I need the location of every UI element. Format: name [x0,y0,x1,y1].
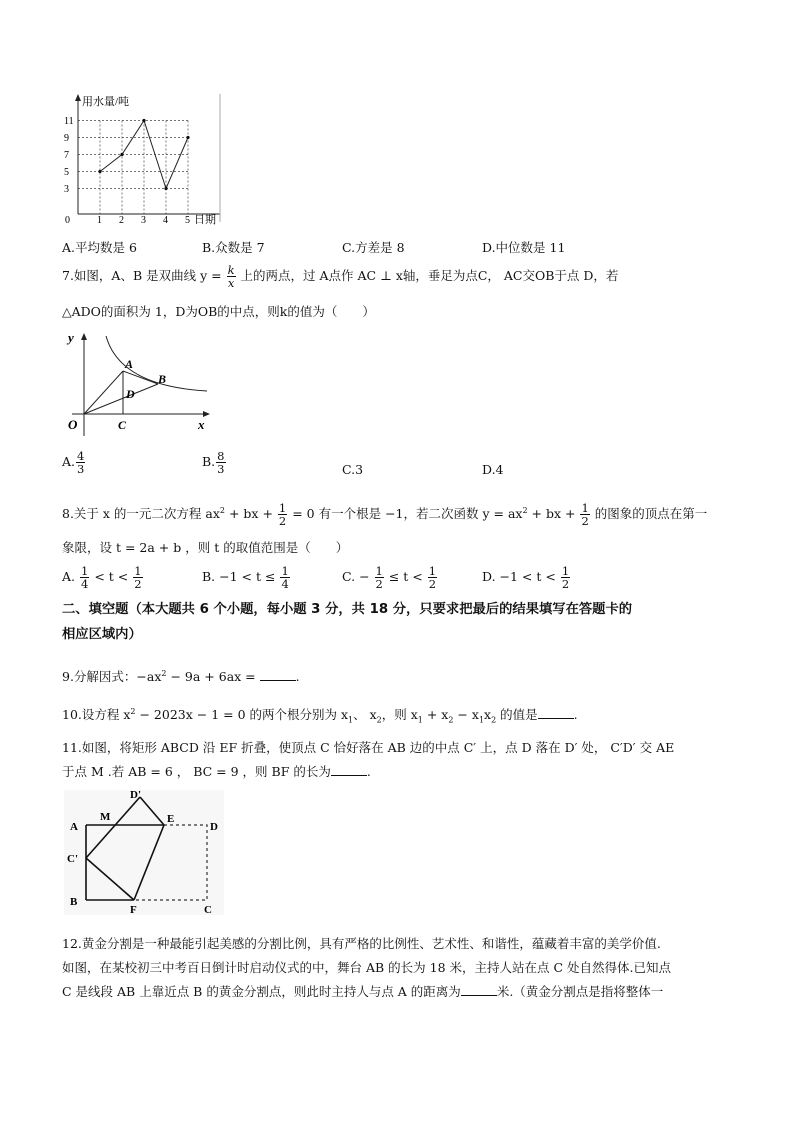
y-axis-arrow [75,94,81,101]
q11-line1: 11.如图，将矩形 ABCD 沿 EF 折叠，使顶点 C 恰好落在 AB 边的中点 C′ 上，点 D 落在 D′ 处， C′D′ 交 AE [62,740,675,755]
q12-line2: 如图，在某校初三中考百日倒计时启动仪式的中，舞台 AB 的长为 18 米，主持人站在点 C 处自然得体.已知点 [62,960,671,975]
label-O: O [68,417,78,432]
x-axis-label: 日期 [194,214,216,226]
q8-line2: 象限，设 t = 2a + b ，则 t 的取值范围是（ ） [62,540,349,555]
q7-line2: △ADO的面积为 1，D为OB的中点，则k的值为（ ） [62,304,375,319]
label-M: M [100,811,111,823]
q8-line1: 8.关于 x 的一元二次方程 $ax^2$ + bx + $\frac{1}{2}$ = 0 有一个根是 −1，若二次函数 $y = ax^2$ + bx + $\frac{1}{2}$ 的图象的顶点在第一 [62,501,708,529]
q11-line2: 于点 M .若 AB = 6 ， BC = 9 ，则 BF 的长为 . [62,764,371,779]
label-D: D [210,821,218,833]
q8-option-a: A. $\frac{1}{4}$ < t < $\frac{1}{2}$ [62,564,142,591]
q8-option-b: B. −1 < t ≤ $\frac{1}{4}$ [202,564,289,591]
x-tick-label: 1 [97,215,102,226]
q12-answer-blank[interactable] [461,983,497,996]
q7-option-d: D.4 [482,462,504,477]
q7-line1: 7.如图，A、B 是双曲线 y = $\frac{k}{x}$ 上的两点，过 A点作 AC ⊥ x轴，垂足为点C， AC交OB于点 D，若 [62,263,619,290]
water-usage-chart [60,92,225,227]
q7-fraction-k-over-x: $\frac{k}{x}$ [227,263,235,290]
q6-option-d: D.中位数是 11 [482,240,566,255]
data-point [98,170,101,173]
q11-answer-blank[interactable] [331,763,367,776]
q7-hyperbola-figure [62,328,212,438]
label-F: F [130,904,137,915]
label-x: x [198,417,205,432]
figure-background [64,790,224,915]
y-tick-label: 11 [64,116,74,127]
x-tick-label: 0 [65,215,70,226]
data-point [164,187,167,190]
data-point [120,153,123,156]
label-D: D [126,387,135,401]
segment-OA [84,371,123,414]
label-B: B [158,372,167,386]
y-tick-label: 9 [64,133,69,144]
x-tick-label: 3 [141,215,146,226]
q10-answer-blank[interactable] [538,706,574,719]
y-tick-label: 7 [64,150,69,161]
segment-OB [84,384,158,414]
y-tick-label: 5 [64,167,69,178]
q6-option-a: A.平均数是 6 [62,240,137,255]
label-C-prime: C' [67,853,78,865]
q9-answer-blank[interactable] [260,668,296,681]
hyperbola-curve [106,336,207,391]
data-point [142,119,145,122]
q12-line1: 12.黄金分割是一种最能引起美感的分割比例，具有严格的比例性、艺术性、和谐性，蕴藏着丰富的美学价值. [62,936,661,951]
q12-line3: C 是线段 AB 上靠近点 B 的黄金分割点，则此时主持人与点 A 的距离为 米.（黄金分割点是指将整体一 [62,984,664,999]
chart-ticks [64,116,190,226]
label-B: B [70,896,78,908]
q7-option-c: C.3 [342,462,364,477]
chart-grid [78,121,188,215]
label-D-prime: D' [130,790,141,801]
data-point [186,136,189,139]
section2-heading-line2: 相应区域内） [62,627,142,642]
q7-option-a: A. $\frac{4}{3}$ [62,449,85,476]
y-tick-label: 3 [64,184,69,195]
y-axis-arrow [81,333,87,340]
q11-fold-figure [64,790,224,915]
q10-line: 10.设方程 $x^2 - 2023x - 1 = 0$ 的两个根分别为 $x_1$、 $x_2$，则 $x_1 + x_2 - x_1x_2$ 的值是 . [62,707,578,725]
q6-option-b: B.众数是 7 [202,240,265,255]
x-tick-label: 2 [119,215,124,226]
q6-option-c: C.方差是 8 [342,240,405,255]
q7-option-b: B. $\frac{8}{3}$ [202,449,225,476]
y-axis-label: 用水量/吨 [82,96,130,108]
label-y: y [68,330,74,345]
x-tick-label: 5 [185,215,190,226]
q8-option-c: C. − $\frac{1}{2}$ ≤ t < $\frac{1}{2}$ [342,564,437,591]
label-C: C [204,904,212,915]
segment-AB [123,371,158,384]
label-E: E [167,813,175,825]
x-tick-label: 4 [163,215,168,226]
q8-option-d: D. −1 < t < $\frac{1}{2}$ [482,564,570,591]
section2-heading-line1: 二、填空题（本大题共 6 个小题，每小题 3 分，共 18 分，只要求把最后的结果填写在答题卡的 [62,602,633,617]
q9-line: 9.分解因式：$-ax^2 - 9a + 6ax$ = . [62,669,300,685]
label-A: A [70,821,78,833]
label-A: A [125,357,134,371]
label-C: C [118,418,127,432]
